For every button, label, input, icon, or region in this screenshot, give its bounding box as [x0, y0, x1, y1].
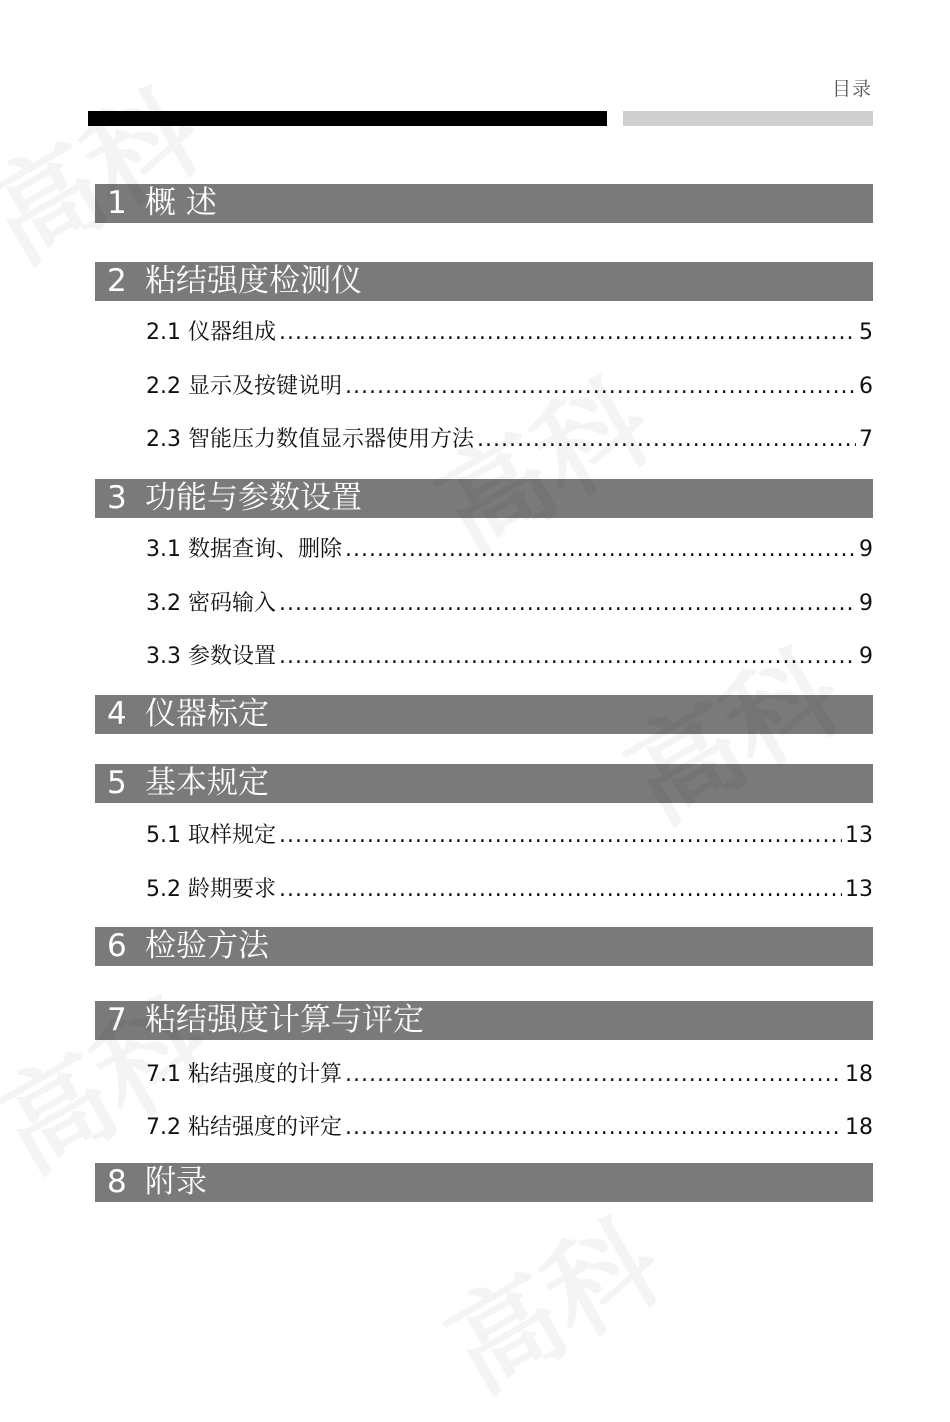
dot-leader — [279, 591, 856, 616]
section-title: 粘结强度计算与评定 — [145, 1002, 424, 1038]
dot-leader — [279, 823, 842, 848]
section-heading[interactable] — [95, 695, 873, 734]
toc-entry[interactable] — [146, 422, 873, 452]
toc-entry[interactable] — [146, 818, 873, 848]
toc-entry-page: 9 — [859, 591, 873, 616]
toc-entry-page: 13 — [845, 823, 873, 848]
section-title: 仪器标定 — [145, 696, 269, 732]
dot-leader — [345, 374, 856, 399]
section-title: 粘结强度检测仪 — [145, 263, 362, 299]
section-title: 概 述 — [145, 185, 217, 221]
section-number: 3 — [107, 480, 127, 516]
dot-leader — [477, 427, 856, 452]
section-title: 功能与参数设置 — [145, 480, 362, 516]
toc-entry-label: 5.1 取样规定 — [146, 823, 276, 848]
toc-entry-page: 6 — [859, 374, 873, 399]
dot-leader — [279, 877, 842, 902]
section-heading[interactable] — [95, 479, 873, 518]
toc-entry-label: 3.1 数据查询、删除 — [146, 537, 342, 562]
toc-entry[interactable] — [146, 1110, 873, 1140]
toc-entry-page: 13 — [845, 877, 873, 902]
section-heading[interactable] — [95, 1163, 873, 1202]
dot-leader — [345, 537, 856, 562]
toc-entry-label: 7.2 粘结强度的评定 — [146, 1115, 342, 1140]
section-heading[interactable] — [95, 262, 873, 301]
toc-entry-page: 5 — [859, 320, 873, 345]
toc-entry-label: 2.3 智能压力数值显示器使用方法 — [146, 427, 474, 452]
section-heading[interactable] — [95, 184, 873, 223]
section-title: 检验方法 — [145, 928, 269, 964]
dot-leader — [279, 644, 856, 669]
section-number: 7 — [107, 1002, 127, 1038]
toc-entry-page: 18 — [845, 1115, 873, 1140]
toc-entry[interactable] — [146, 639, 873, 669]
toc-entry-label: 2.2 显示及按键说明 — [146, 374, 342, 399]
toc-entry-label: 3.3 参数设置 — [146, 644, 276, 669]
toc-entry[interactable] — [146, 872, 873, 902]
toc-entry-label: 7.1 粘结强度的计算 — [146, 1062, 342, 1087]
toc-entry-page: 7 — [859, 427, 873, 452]
toc-entry[interactable] — [146, 532, 873, 562]
toc-entry[interactable] — [146, 586, 873, 616]
dot-leader — [279, 320, 856, 345]
dot-leader — [345, 1115, 842, 1140]
section-number: 8 — [107, 1164, 127, 1200]
section-title: 基本规定 — [145, 765, 269, 801]
section-number: 6 — [107, 928, 127, 964]
toc-entry-page: 9 — [859, 644, 873, 669]
section-heading[interactable] — [95, 927, 873, 966]
section-number: 1 — [107, 185, 127, 221]
toc-entry[interactable] — [146, 1057, 873, 1087]
toc-entry[interactable] — [146, 315, 873, 345]
section-number: 4 — [107, 696, 127, 732]
toc-entry-page: 9 — [859, 537, 873, 562]
dot-leader — [345, 1062, 842, 1087]
section-heading[interactable] — [95, 764, 873, 803]
toc-entry-label: 2.1 仪器组成 — [146, 320, 276, 345]
toc-entry-label: 5.2 龄期要求 — [146, 877, 276, 902]
section-title: 附录 — [145, 1164, 207, 1200]
section-number: 2 — [107, 263, 127, 299]
section-heading[interactable] — [95, 1001, 873, 1040]
toc-entry-label: 3.2 密码输入 — [146, 591, 276, 616]
section-number: 5 — [107, 765, 127, 801]
toc-entry-page: 18 — [845, 1062, 873, 1087]
toc-entry[interactable] — [146, 369, 873, 399]
page-label: 目录 — [831, 78, 872, 100]
